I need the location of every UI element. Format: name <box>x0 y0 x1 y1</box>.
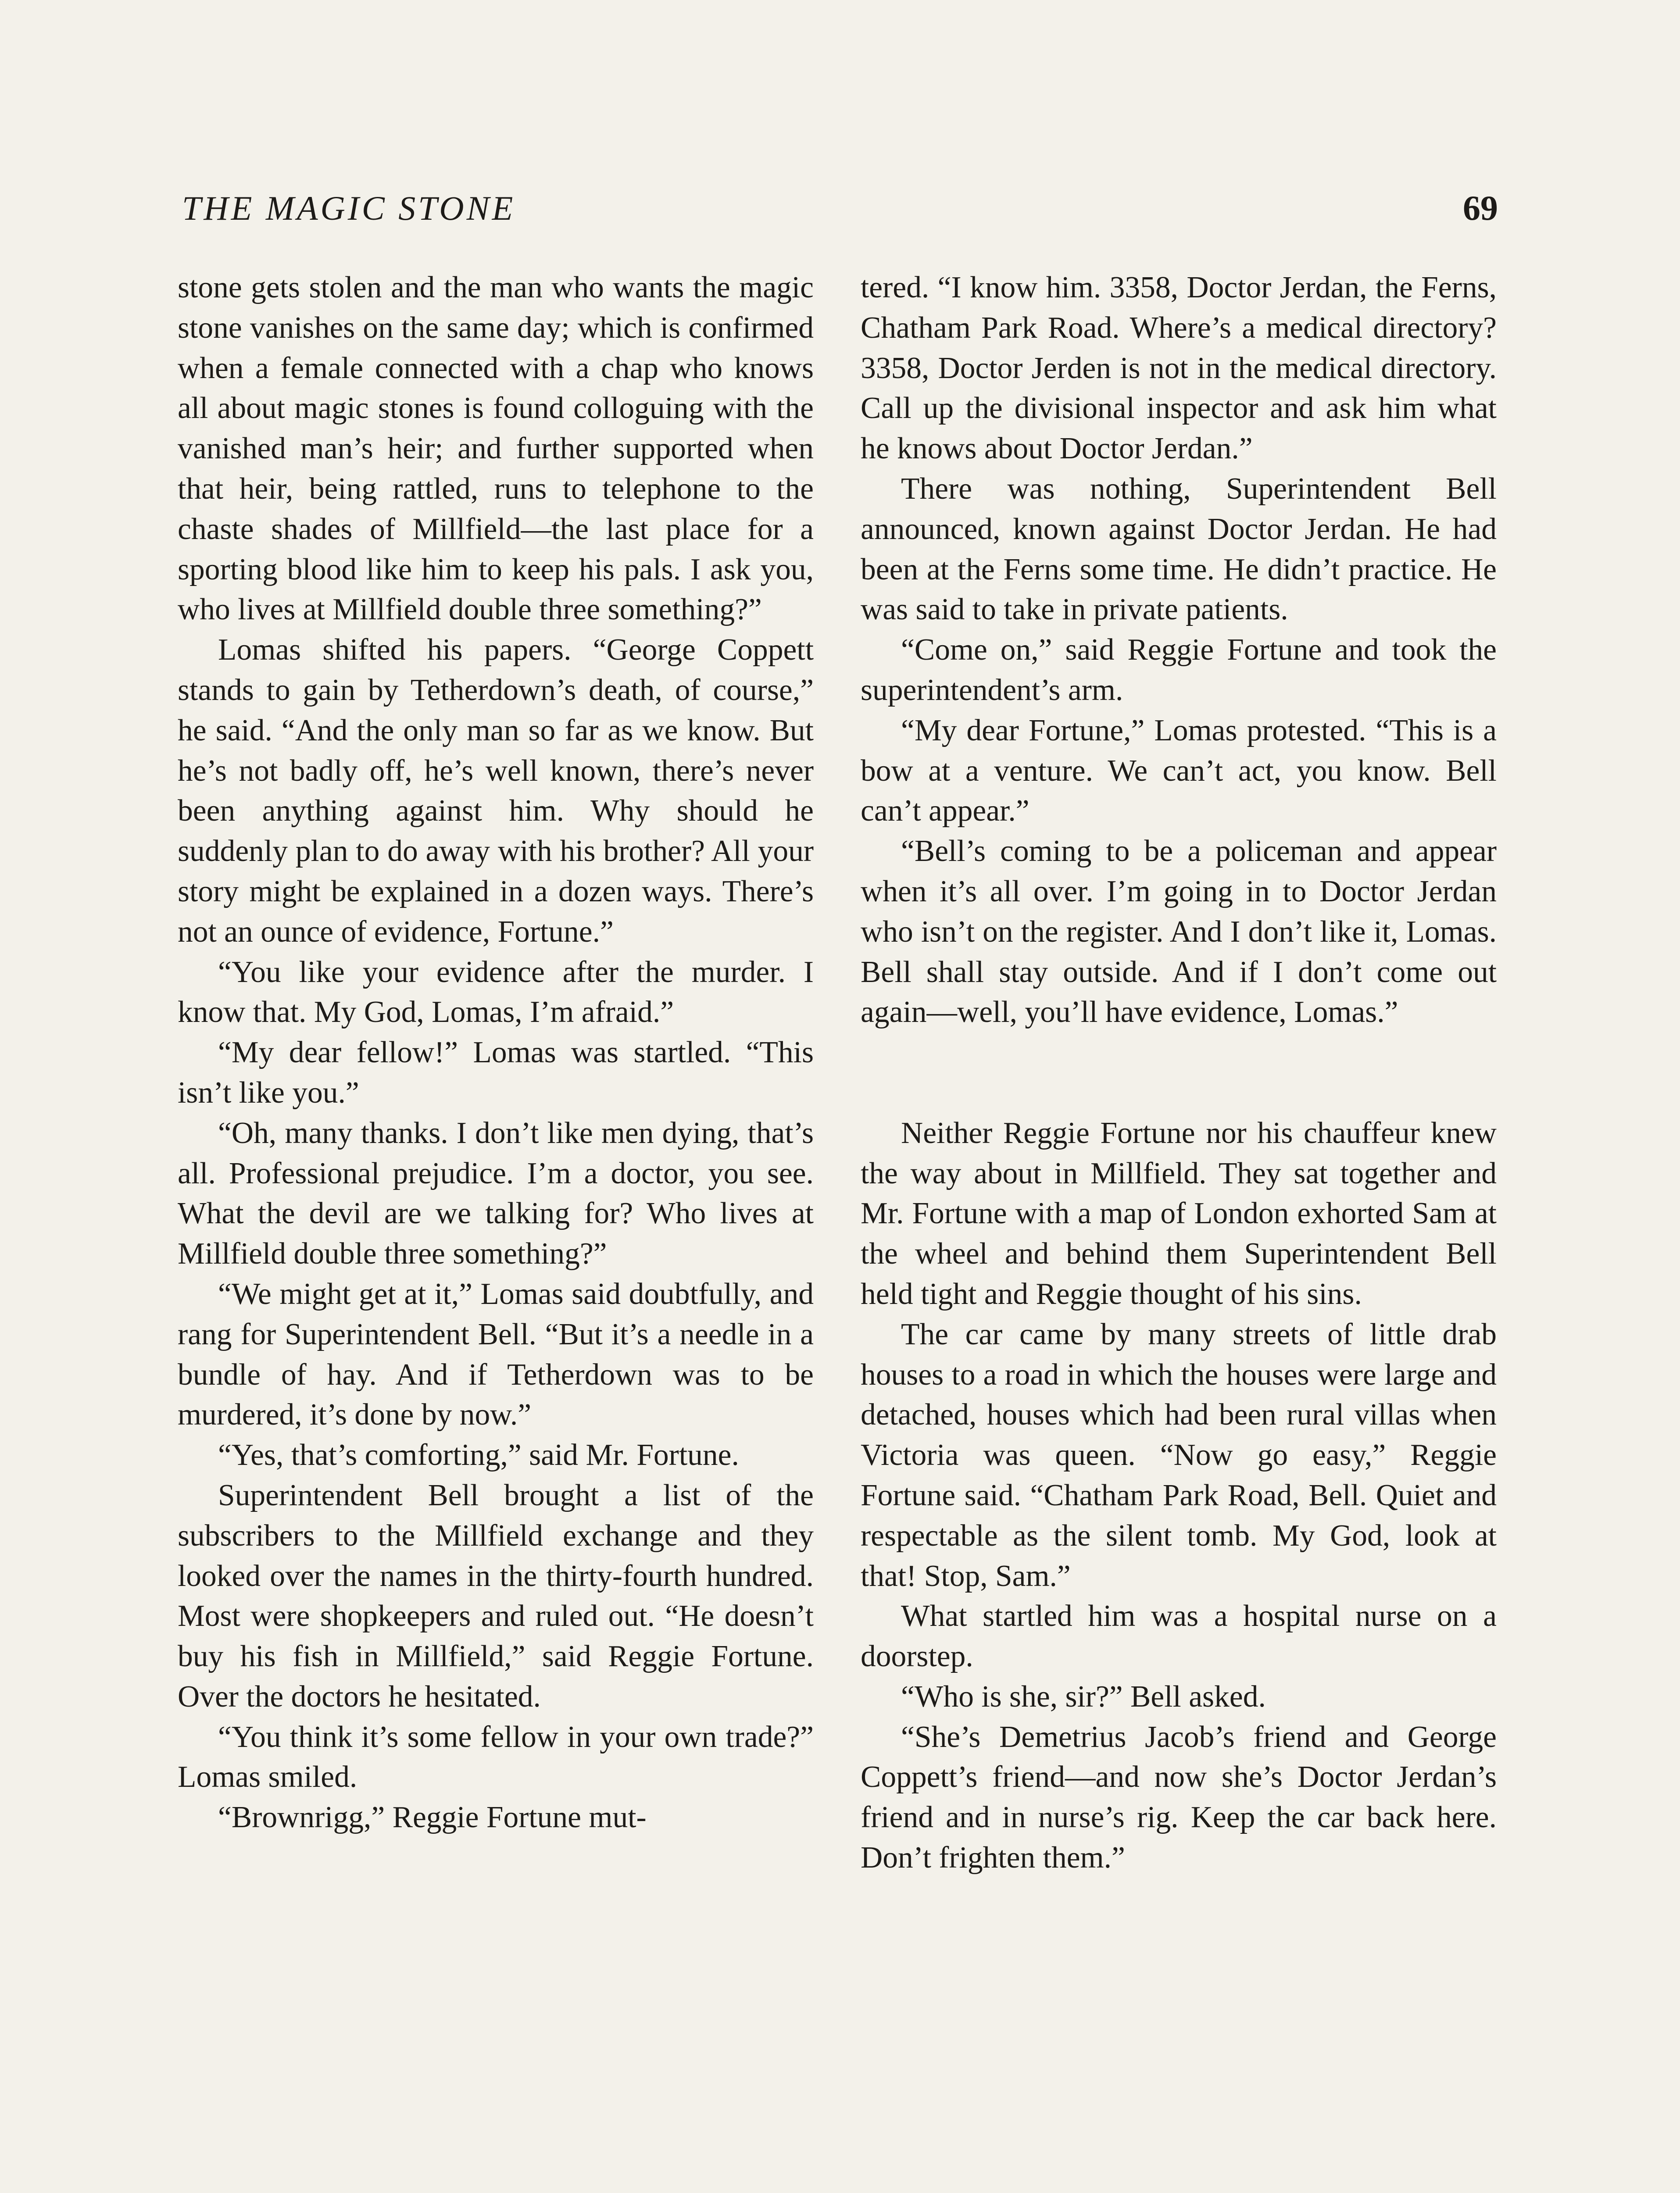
paragraph: “My dear fellow!” Lomas was startled. “This isn’t like you.” <box>178 1036 814 1110</box>
running-head <box>182 189 1498 241</box>
paragraph: tered. “I know him. 3358, Doctor Jerdan, the Ferns, Chatham Park Road. Where’s a medical directory? 3358, Doctor Jerden is not in the medical directory. Call up the divisional inspector and ask him what he knows about Doctor Jerdan.” <box>861 271 1497 466</box>
paragraph: “You like your evidence after the murder. I know that. My God, Lomas, I’m afraid.” <box>178 955 814 1029</box>
paragraph: “Come on,” said Reggie Fortune and took the superintendent’s arm. <box>861 633 1497 707</box>
paragraph: Neither Reggie Fortune nor his chauffeur knew the way about in Millfield. They sat together and Mr. Fortune with a map of London exhorted Sam at the wheel and behind them Superintendent Bell held tight and Reggie thought of his sins. <box>861 1116 1497 1311</box>
paragraph: “We might get at it,” Lomas said doubtfully, and rang for Superintendent Bell. “But it’s a needle in a bundle of hay. And if Tetherdown was to be murdered, it’s done by now.” <box>178 1277 814 1432</box>
paragraph: Superintendent Bell brought a list of the subscribers to the Millfield exchange and they looked over the names in the thirty-fourth hundred. Most were shopkeepers and ruled out. “He doesn’t buy his fish in Millfield,” said Reggie Fortune. Over the doctors he hesitated. <box>178 1478 814 1714</box>
page-number: 69 <box>1463 189 1498 228</box>
paragraph: There was nothing, Superintendent Bell announced, known against Doctor Jerdan. He had been at the Ferns some time. He didn’t practice. He was said to take in private patients. <box>861 471 1497 627</box>
paragraph: “Brownrigg,” Reggie Fortune mut- <box>218 1800 647 1835</box>
paragraph: The car came by many streets of little drab houses to a road in which the houses were large and detached, houses which had been rural villas when Victoria was queen. “Now go easy,” Reggie Fortune said. “Chatham Park Road, Bell. Quiet and respectable as the silent tomb. My God, look at that! Stop, Sam.” <box>861 1317 1497 1593</box>
left-column <box>178 268 814 1838</box>
paragraph: “My dear Fortune,” Lomas protested. “This is a bow at a venture. We can’t act, you know. Bell can’t appear.” <box>861 713 1497 828</box>
paragraph: “Oh, many thanks. I don’t like men dying, that’s all. Professional prejudice. I’m a doctor, you see. What the devil are we talking for? Who lives at Millfield double three something?” <box>178 1116 814 1271</box>
paragraph: What startled him was a hospital nurse on a doorstep. <box>861 1599 1497 1674</box>
section-break <box>861 1032 1497 1113</box>
paragraph: “Bell’s coming to be a policeman and appear when it’s all over. I’m going in to Doctor Jerdan who isn’t on the register. And I don’t like it, Lomas. Bell shall stay outside. And if I don’t come out again—well, you’ll have evidence, Lomas.” <box>861 834 1497 1029</box>
paragraph: stone gets stolen and the man who wants the magic stone vanishes on the same day; which is confirmed when a female connected with a chap who knows all about magic stones is found colloguing with the vanished man’s heir; and further supported when that heir, being rattled, runs to telephone to the chaste shades of Millfield—the last place for a sporting blood like him to keep his pals. I ask you, who lives at Millfield double three something?” <box>178 271 814 627</box>
right-column <box>861 268 1497 1878</box>
running-title: THE MAGIC STONE <box>182 189 516 227</box>
paragraph: “Who is she, sir?” Bell asked. <box>901 1679 1266 1714</box>
paragraph: “Yes, that’s comforting,” said Mr. Fortune. <box>218 1438 739 1472</box>
paragraph: Lomas shifted his papers. “George Coppett stands to gain by Tetherdown’s death, of course,” he said. “And the only man so far as we know. But he’s not badly off, he’s well known, there’s never been anything against him. Why should he suddenly plan to do away with his brother? All your story might be explained in a dozen ways. There’s not an ounce of evidence, Fortune.” <box>178 633 814 949</box>
paragraph: “She’s Demetrius Jacob’s friend and George Coppett’s friend—and now she’s Doctor Jerdan’s friend and in nurse’s rig. Keep the car back here. Don’t frighten them.” <box>861 1720 1497 1875</box>
paragraph: “You think it’s some fellow in your own trade?” Lomas smiled. <box>178 1720 814 1794</box>
